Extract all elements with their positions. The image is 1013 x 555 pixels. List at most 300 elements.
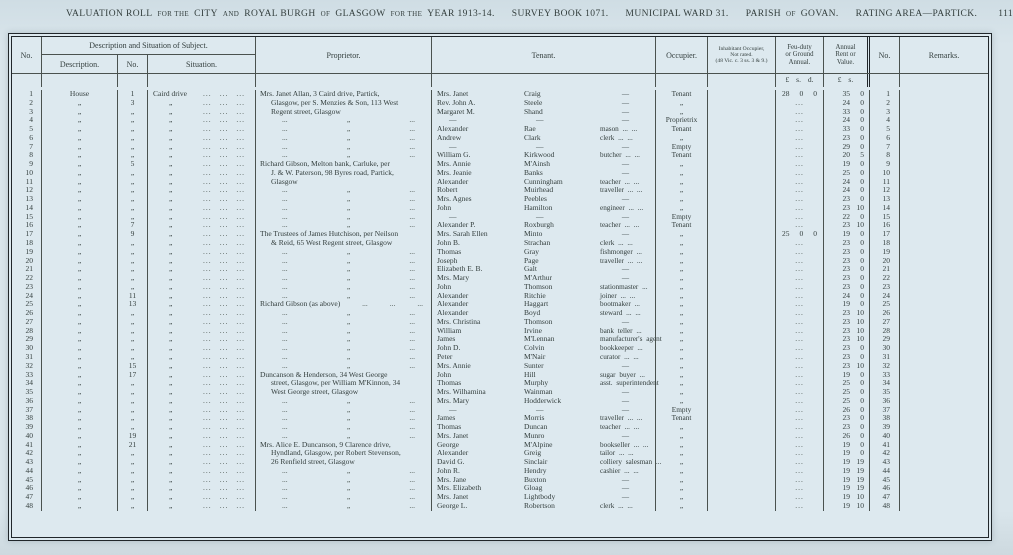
cell-remarks bbox=[900, 309, 988, 318]
cell-remarks bbox=[900, 414, 988, 423]
cell-situation: „ ... ... ... bbox=[148, 300, 256, 309]
cell-entry-no: 46 bbox=[12, 484, 42, 493]
table-row bbox=[12, 204, 988, 213]
cell-annual-rent: 25 0 bbox=[824, 169, 870, 178]
cell-description: „ bbox=[42, 476, 118, 485]
cell-feu-duty: ... bbox=[776, 414, 824, 423]
cell-situation-no: „ bbox=[118, 502, 148, 511]
masthead-segment: SURVEY BOOK 1071. bbox=[511, 9, 609, 19]
cell-proprietor: ... „ ... bbox=[256, 274, 432, 283]
cell-entry-no: 4 bbox=[12, 116, 42, 125]
cell-proprietor: ... „ ... bbox=[256, 335, 432, 344]
cell-inhabitant-occupier bbox=[708, 169, 776, 178]
cell-tenant-surname: — bbox=[536, 211, 544, 221]
cell-description: „ bbox=[42, 353, 118, 362]
cell-situation: „ ... ... ... bbox=[148, 362, 256, 371]
cell-annual-rent: 24 0 bbox=[824, 116, 870, 125]
cell-proprietor: 26 Renfield street, Glasgow bbox=[256, 458, 432, 467]
cell-situation-no: „ bbox=[118, 213, 148, 222]
cell-occupation: — bbox=[596, 99, 656, 108]
cell-description: „ bbox=[42, 432, 118, 441]
table-row bbox=[12, 274, 988, 283]
cell-situation-no: „ bbox=[118, 467, 148, 476]
cell-feu-duty: ... bbox=[776, 151, 824, 160]
cell-occupier: „ bbox=[656, 423, 708, 432]
cell-inhabitant-occupier bbox=[708, 476, 776, 485]
cell-occupier: Proprietrix bbox=[656, 116, 708, 125]
cell-entry-no-2: 10 bbox=[870, 169, 900, 178]
cell-situation: „ ... ... ... bbox=[148, 178, 256, 187]
cell-occupation: — bbox=[596, 476, 656, 485]
cell-situation: „ ... ... ... bbox=[148, 467, 256, 476]
cell-annual-rent: 23 0 bbox=[824, 423, 870, 432]
cell-situation-no: „ bbox=[118, 283, 148, 292]
cell-inhabitant-occupier bbox=[708, 257, 776, 266]
cell-description: „ bbox=[42, 116, 118, 125]
masthead bbox=[12, 9, 1013, 26]
cell-feu-duty: ... bbox=[776, 99, 824, 108]
cell-tenant-forename: William bbox=[437, 325, 462, 335]
cell-occupier: „ bbox=[656, 195, 708, 204]
table-row bbox=[12, 353, 988, 362]
cell-situation: „ ... ... ... bbox=[148, 213, 256, 222]
cell-situation-no: „ bbox=[118, 108, 148, 117]
cell-entry-no: 15 bbox=[12, 213, 42, 222]
col-header-situation: Situation. bbox=[186, 59, 217, 69]
cell-inhabitant-occupier bbox=[708, 423, 776, 432]
cell-situation: „ ... ... ... bbox=[148, 371, 256, 380]
table-row bbox=[12, 388, 988, 397]
cell-situation-no: 5 bbox=[118, 160, 148, 169]
cell-occupation: — bbox=[596, 108, 656, 117]
cell-proprietor: Mrs. Alice E. Duncanson, 9 Clarence drive, bbox=[256, 441, 432, 450]
cell-feu-duty: ... bbox=[776, 353, 824, 362]
cell-occupation: teacher ... ... bbox=[596, 423, 656, 432]
cell-remarks bbox=[900, 467, 988, 476]
cell-inhabitant-occupier bbox=[708, 397, 776, 406]
cell-occupier: Tenant bbox=[656, 221, 708, 230]
cell-entry-no: 40 bbox=[12, 432, 42, 441]
cell-annual-rent: 23 10 bbox=[824, 204, 870, 213]
masthead-segment: VALUATION ROLL bbox=[66, 9, 153, 19]
masthead-segment: YEAR 1913-14. bbox=[427, 9, 495, 19]
cell-situation: „ ... ... ... bbox=[148, 493, 256, 502]
cell-feu-duty: 28 0 0 bbox=[776, 90, 824, 99]
cell-proprietor: ... „ ... bbox=[256, 318, 432, 327]
cell-description: „ bbox=[42, 441, 118, 450]
cell-situation-no: „ bbox=[118, 379, 148, 388]
cell-remarks bbox=[900, 476, 988, 485]
cell-remarks bbox=[900, 484, 988, 493]
cell-remarks bbox=[900, 221, 988, 230]
cell-situation: „ ... ... ... bbox=[148, 441, 256, 450]
cell-occupation: — bbox=[596, 362, 656, 371]
cell-remarks bbox=[900, 371, 988, 380]
cell-tenant-surname: — bbox=[536, 404, 544, 414]
cell-tenant-surname: Robertson bbox=[524, 500, 555, 510]
cell-remarks bbox=[900, 423, 988, 432]
cell-annual-rent: 25 0 bbox=[824, 379, 870, 388]
cell-tenant-forename: Thomas bbox=[437, 422, 462, 432]
cell-proprietor: & Reid, 65 West Regent street, Glasgow bbox=[256, 239, 432, 248]
table-row bbox=[12, 458, 988, 467]
cell-situation: „ ... ... ... bbox=[148, 204, 256, 213]
cell-situation-no: „ bbox=[118, 309, 148, 318]
cell-tenant-surname: M'Nair bbox=[524, 351, 546, 361]
cell-occupation: joiner ... ... bbox=[596, 292, 656, 301]
cell-entry-no-2: 26 bbox=[870, 309, 900, 318]
cell-remarks bbox=[900, 283, 988, 292]
cell-tenant-forename: Mrs. Agnes bbox=[437, 194, 472, 204]
cell-entry-no-2: 29 bbox=[870, 335, 900, 344]
cell-entry-no: 14 bbox=[12, 204, 42, 213]
cell-description: „ bbox=[42, 151, 118, 160]
cell-occupation: — bbox=[596, 143, 656, 152]
cell-entry-no-2: 44 bbox=[870, 467, 900, 476]
cell-proprietor: ... „ ... bbox=[256, 292, 432, 301]
cell-situation: „ ... ... ... bbox=[148, 221, 256, 230]
cell-entry-no-2: 17 bbox=[870, 230, 900, 239]
cell-feu-duty: ... bbox=[776, 309, 824, 318]
cell-inhabitant-occupier bbox=[708, 265, 776, 274]
cell-entry-no: 12 bbox=[12, 186, 42, 195]
cell-situation: „ ... ... ... bbox=[148, 432, 256, 441]
cell-occupation: — bbox=[596, 274, 656, 283]
masthead-segment: FOR THE bbox=[157, 10, 190, 18]
cell-feu-duty: ... bbox=[776, 134, 824, 143]
cell-entry-no-2: 24 bbox=[870, 292, 900, 301]
cell-tenant-surname: Strachan bbox=[524, 238, 551, 248]
cell-entry-no: 10 bbox=[12, 169, 42, 178]
cell-occupation: sugar buyer ... bbox=[596, 371, 656, 380]
cell-annual-rent: 22 0 bbox=[824, 213, 870, 222]
cell-entry-no: 41 bbox=[12, 441, 42, 450]
cell-tenant-forename: Mrs. Elizabeth bbox=[437, 483, 482, 493]
cell-inhabitant-occupier bbox=[708, 134, 776, 143]
cell-proprietor: Regent street, Glasgow bbox=[256, 108, 432, 117]
cell-tenant-forename: Rev. John A. bbox=[437, 97, 476, 107]
table-row bbox=[12, 335, 988, 344]
cell-entry-no: 29 bbox=[12, 335, 42, 344]
cell-tenant-surname: Lightbody bbox=[524, 492, 556, 502]
cell-feu-duty: ... bbox=[776, 274, 824, 283]
cell-tenant-forename: John R. bbox=[437, 465, 460, 475]
table-row bbox=[12, 476, 988, 485]
cell-annual-rent: 19 0 bbox=[824, 160, 870, 169]
cell-entry-no: 6 bbox=[12, 134, 42, 143]
col-header-no-2: No. bbox=[870, 37, 900, 73]
table-row bbox=[12, 248, 988, 257]
cell-feu-duty: ... bbox=[776, 257, 824, 266]
cell-feu-duty: ... bbox=[776, 143, 824, 152]
col-header-situation-no: No. bbox=[118, 55, 148, 73]
cell-situation: „ ... ... ... bbox=[148, 99, 256, 108]
cell-proprietor: ... „ ... bbox=[256, 265, 432, 274]
cell-occupier: „ bbox=[656, 467, 708, 476]
table-row bbox=[12, 143, 988, 152]
cell-annual-rent: 23 10 bbox=[824, 318, 870, 327]
cell-entry-no-2: 12 bbox=[870, 186, 900, 195]
cell-feu-duty: 25 0 0 bbox=[776, 230, 824, 239]
cell-entry-no-2: 47 bbox=[870, 493, 900, 502]
cell-description: „ bbox=[42, 230, 118, 239]
cell-tenant-surname: Morris bbox=[524, 413, 545, 423]
table-row bbox=[12, 265, 988, 274]
table-row bbox=[12, 283, 988, 292]
cell-feu-duty: ... bbox=[776, 239, 824, 248]
cell-inhabitant-occupier bbox=[708, 327, 776, 336]
cell-situation: „ ... ... ... bbox=[148, 116, 256, 125]
cell-situation-no: „ bbox=[118, 248, 148, 257]
cell-annual-rent: 19 19 bbox=[824, 484, 870, 493]
cell-proprietor: ... „ ... bbox=[256, 353, 432, 362]
cell-inhabitant-occupier bbox=[708, 432, 776, 441]
cell-description: „ bbox=[42, 178, 118, 187]
cell-situation: „ ... ... ... bbox=[148, 151, 256, 160]
cell-inhabitant-occupier bbox=[708, 178, 776, 187]
cell-tenant-forename: — bbox=[449, 141, 457, 151]
cell-situation: „ ... ... ... bbox=[148, 406, 256, 415]
cell-occupier: „ bbox=[656, 327, 708, 336]
cell-tenant-forename: — bbox=[449, 404, 457, 414]
cell-tenant-forename: Mrs. Mary bbox=[437, 273, 470, 283]
cell-feu-duty: ... bbox=[776, 221, 824, 230]
cell-entry-no-2: 13 bbox=[870, 195, 900, 204]
cell-situation: „ ... ... ... bbox=[148, 476, 256, 485]
cell-inhabitant-occupier bbox=[708, 309, 776, 318]
col-header-description: Description. bbox=[42, 55, 118, 73]
cell-description: „ bbox=[42, 204, 118, 213]
cell-annual-rent: 23 0 bbox=[824, 257, 870, 266]
cell-remarks bbox=[900, 449, 988, 458]
cell-annual-rent: 23 0 bbox=[824, 239, 870, 248]
cell-feu-duty: ... bbox=[776, 204, 824, 213]
cell-situation-no: „ bbox=[118, 274, 148, 283]
cell-situation-no: 15 bbox=[118, 362, 148, 371]
cell-description: „ bbox=[42, 502, 118, 511]
cell-situation-no: „ bbox=[118, 204, 148, 213]
cell-tenant-surname: Thomson bbox=[524, 316, 553, 326]
cell-occupation: asst. superintendent bbox=[596, 379, 656, 388]
cell-inhabitant-occupier bbox=[708, 108, 776, 117]
cell-occupier: „ bbox=[656, 353, 708, 362]
cell-feu-duty: ... bbox=[776, 327, 824, 336]
cell-inhabitant-occupier bbox=[708, 116, 776, 125]
cell-remarks bbox=[900, 125, 988, 134]
cell-tenant-forename: Mrs. Jeanie bbox=[437, 167, 472, 177]
cell-remarks bbox=[900, 230, 988, 239]
cell-occupier: „ bbox=[656, 274, 708, 283]
table-row bbox=[12, 344, 988, 353]
cell-annual-rent: 33 0 bbox=[824, 125, 870, 134]
cell-situation: „ ... ... ... bbox=[148, 449, 256, 458]
cell-feu-duty: ... bbox=[776, 265, 824, 274]
cell-occupier: „ bbox=[656, 318, 708, 327]
cell-tenant-surname: Shand bbox=[524, 106, 543, 116]
cell-occupation: — bbox=[596, 318, 656, 327]
cell-description: „ bbox=[42, 449, 118, 458]
cell-remarks bbox=[900, 362, 988, 371]
cell-tenant-forename: Mrs. Wilhamina bbox=[437, 387, 486, 397]
cell-occupation: traveller ... ... bbox=[596, 414, 656, 423]
table-row bbox=[12, 213, 988, 222]
cell-description: „ bbox=[42, 493, 118, 502]
cell-entry-no-2: 7 bbox=[870, 143, 900, 152]
table-row bbox=[12, 116, 988, 125]
cell-entry-no-2: 46 bbox=[870, 484, 900, 493]
cell-tenant-surname: M'Alpine bbox=[524, 439, 553, 449]
cell-situation: „ ... ... ... bbox=[148, 458, 256, 467]
cell-feu-duty: ... bbox=[776, 423, 824, 432]
cell-entry-no: 47 bbox=[12, 493, 42, 502]
cell-situation-no: „ bbox=[118, 449, 148, 458]
cell-entry-no: 25 bbox=[12, 300, 42, 309]
cell-remarks bbox=[900, 458, 988, 467]
masthead-segment: OF bbox=[786, 10, 796, 18]
cell-situation-no: „ bbox=[118, 423, 148, 432]
cell-tenant-forename: James bbox=[437, 334, 456, 344]
table-row bbox=[12, 151, 988, 160]
cell-tenant-forename: Alexander bbox=[437, 308, 469, 318]
cell-inhabitant-occupier bbox=[708, 379, 776, 388]
table-row bbox=[12, 484, 988, 493]
cell-remarks bbox=[900, 213, 988, 222]
cell-feu-duty: ... bbox=[776, 502, 824, 511]
cell-tenant-forename: Alexander bbox=[437, 299, 469, 309]
cell-entry-no: 45 bbox=[12, 476, 42, 485]
cell-inhabitant-occupier bbox=[708, 283, 776, 292]
table-row bbox=[12, 449, 988, 458]
cell-remarks bbox=[900, 353, 988, 362]
cell-occupation: manufacturer's agent bbox=[596, 335, 656, 344]
cell-feu-duty: ... bbox=[776, 318, 824, 327]
cell-entry-no: 36 bbox=[12, 397, 42, 406]
cell-occupier: Tenant bbox=[656, 414, 708, 423]
cell-tenant-forename: Mrs. Janet bbox=[437, 89, 469, 98]
table-row bbox=[12, 493, 988, 502]
cell-occupier: „ bbox=[656, 265, 708, 274]
cell-feu-duty: ... bbox=[776, 388, 824, 397]
cell-inhabitant-occupier bbox=[708, 90, 776, 99]
cell-inhabitant-occupier bbox=[708, 449, 776, 458]
table-row bbox=[12, 239, 988, 248]
cell-entry-no-2: 1 bbox=[870, 90, 900, 99]
cell-annual-rent: 23 0 bbox=[824, 283, 870, 292]
cell-entry-no: 30 bbox=[12, 344, 42, 353]
cell-description: „ bbox=[42, 248, 118, 257]
cell-entry-no: 1 bbox=[12, 90, 42, 99]
cell-inhabitant-occupier bbox=[708, 125, 776, 134]
cell-entry-no-2: 2 bbox=[870, 99, 900, 108]
cell-proprietor: Duncanson & Henderson, 34 West George bbox=[256, 371, 432, 380]
cell-annual-rent: 19 0 bbox=[824, 441, 870, 450]
cell-situation: „ ... ... ... bbox=[148, 169, 256, 178]
cell-annual-rent: 19 10 bbox=[824, 502, 870, 511]
cell-occupation: — bbox=[596, 213, 656, 222]
cell-tenant-surname: Cunningham bbox=[524, 176, 563, 186]
cell-remarks bbox=[900, 178, 988, 187]
cell-description: „ bbox=[42, 265, 118, 274]
cell-annual-rent: 23 0 bbox=[824, 274, 870, 283]
cell-annual-rent: 24 0 bbox=[824, 292, 870, 301]
cell-feu-duty: ... bbox=[776, 178, 824, 187]
cell-feu-duty: ... bbox=[776, 160, 824, 169]
cell-inhabitant-occupier bbox=[708, 213, 776, 222]
cell-tenant-forename: Thomas bbox=[437, 246, 462, 256]
cell-remarks bbox=[900, 108, 988, 117]
cell-annual-rent: 19 0 bbox=[824, 449, 870, 458]
cell-remarks bbox=[900, 441, 988, 450]
cell-occupier: „ bbox=[656, 108, 708, 117]
cell-remarks bbox=[900, 292, 988, 301]
cell-occupation: traveller ... ... bbox=[596, 186, 656, 195]
cell-proprietor: ... „ ... bbox=[256, 309, 432, 318]
table-row bbox=[12, 300, 988, 309]
cell-annual-rent: 19 0 bbox=[824, 371, 870, 380]
cell-situation: „ ... ... ... bbox=[148, 397, 256, 406]
cell-occupier: „ bbox=[656, 458, 708, 467]
cell-occupier: Tenant bbox=[656, 90, 708, 99]
cell-situation-no: „ bbox=[118, 493, 148, 502]
table-body bbox=[12, 87, 988, 537]
cell-remarks bbox=[900, 502, 988, 511]
col-header-feu-duty: Feu-duty or Ground Annual. bbox=[776, 37, 824, 73]
cell-occupation: — bbox=[596, 484, 656, 493]
cell-inhabitant-occupier bbox=[708, 248, 776, 257]
cell-description: „ bbox=[42, 362, 118, 371]
table-row bbox=[12, 432, 988, 441]
cell-situation: „ ... ... ... bbox=[148, 484, 256, 493]
cell-entry-no-2: 43 bbox=[870, 458, 900, 467]
cell-entry-no-2: 3 bbox=[870, 108, 900, 117]
cell-situation-no: „ bbox=[118, 344, 148, 353]
cell-tenant-surname: Boyd bbox=[524, 308, 541, 318]
cell-situation-no: 11 bbox=[118, 292, 148, 301]
cell-occupation: teacher ... ... bbox=[596, 178, 656, 187]
table-header bbox=[12, 37, 988, 74]
masthead-segment: ROYAL BURGH bbox=[244, 9, 316, 19]
cell-situation-no: „ bbox=[118, 458, 148, 467]
col-header-proprietor: Proprietor. bbox=[256, 37, 432, 73]
cell-occupier: „ bbox=[656, 397, 708, 406]
cell-situation-no: „ bbox=[118, 186, 148, 195]
cell-situation-no: „ bbox=[118, 484, 148, 493]
cell-annual-rent: 19 0 bbox=[824, 300, 870, 309]
cell-inhabitant-occupier bbox=[708, 274, 776, 283]
rent-units: £ s. bbox=[824, 74, 870, 87]
cell-situation: „ ... ... ... bbox=[148, 318, 256, 327]
cell-occupation: curator ... ... bbox=[596, 353, 656, 362]
masthead-segment: GLASGOW bbox=[335, 9, 386, 19]
cell-annual-rent: 19 0 bbox=[824, 230, 870, 239]
cell-description: „ bbox=[42, 195, 118, 204]
cell-tenant-surname: Sinclair bbox=[524, 457, 548, 467]
cell-inhabitant-occupier bbox=[708, 300, 776, 309]
cell-entry-no: 33 bbox=[12, 371, 42, 380]
cell-description: „ bbox=[42, 134, 118, 143]
cell-situation-no: „ bbox=[118, 406, 148, 415]
cell-description: House bbox=[42, 90, 118, 99]
cell-remarks bbox=[900, 169, 988, 178]
cell-entry-no-2: 9 bbox=[870, 160, 900, 169]
cell-entry-no: 34 bbox=[12, 379, 42, 388]
cell-inhabitant-occupier bbox=[708, 353, 776, 362]
cell-proprietor: Glasgow, per S. Menzies & Son, 113 West bbox=[256, 99, 432, 108]
cell-entry-no-2: 18 bbox=[870, 239, 900, 248]
cell-annual-rent: 19 19 bbox=[824, 476, 870, 485]
cell-proprietor: The Trustees of James Hutchison, per Neilson bbox=[256, 230, 432, 239]
cell-occupier: „ bbox=[656, 186, 708, 195]
